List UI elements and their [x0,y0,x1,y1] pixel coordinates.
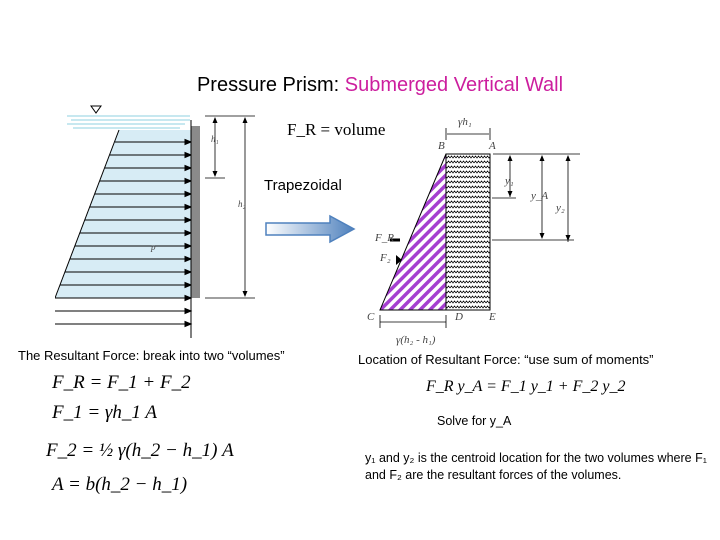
fr-volume-text: F_R = volume [287,120,386,139]
equation-area-text: A = b(h_2 − h_1) [52,474,188,495]
pressure-arrows [55,140,191,327]
label-gamma-h1: γh₁ [458,116,472,128]
centroid-note: y₁ and y₂ is the centroid location for the two volumes where F₁ and F₂ are the resultant forces of the volumes. [365,451,707,482]
equation-fr-text: F_R = F_1 + F_2 [52,372,191,393]
label-FR: F_R [375,232,394,244]
label-gamma-h2-h1: γ(h₂ - h₁) [396,334,436,346]
trapezoidal-label: Trapezoidal [264,177,342,194]
rectangle-volume [446,154,490,310]
equation-moment-text: F_R y_A = F_1 y_1 + F_2 y_2 [426,378,626,395]
equation-f1-text: F_1 = γh_1 A [52,402,157,423]
label-p: p [151,242,156,252]
bottom-dimension [380,315,446,328]
point-D: D [455,311,463,323]
label-y1: y₁ [505,175,514,187]
label-yA: y_A [531,190,549,202]
top-dimension [446,128,490,140]
equation-f2-text: F_2 = ½ γ(h_2 − h_1) A [46,440,234,461]
right-caption: Location of Resultant Force: “use sum of moments” [358,352,654,367]
slide-title [0,74,720,97]
label-h2: h₂ [238,199,246,209]
point-C: C [367,311,375,323]
solve-for-label: Solve for y_A [437,414,512,428]
right-dimensions [492,154,520,240]
title-highlight: Submerged Vertical Wall [344,74,564,96]
equation-fr [52,372,191,394]
water-surface-icon [91,106,101,113]
point-B: B [438,140,445,152]
right-dimension-extension [520,150,580,250]
vertical-wall [191,126,200,298]
equation-area [52,474,187,496]
label-F2: F₂ [380,252,391,264]
equation-f1 [52,402,157,424]
left-caption: The Resultant Force: break into two “volumes” [18,348,285,363]
title-prefix: Pressure Prism: [196,74,340,96]
label-y2: y₂ [556,202,565,214]
point-E: E [489,311,496,323]
pressure-prism-diagram [55,100,265,340]
transform-arrow-icon [264,214,358,244]
water-surface-lines [67,116,190,128]
equation-moment [426,378,625,396]
label-h1: h₁ [211,134,219,144]
equation-f2 [46,440,234,462]
point-A: A [489,140,496,152]
